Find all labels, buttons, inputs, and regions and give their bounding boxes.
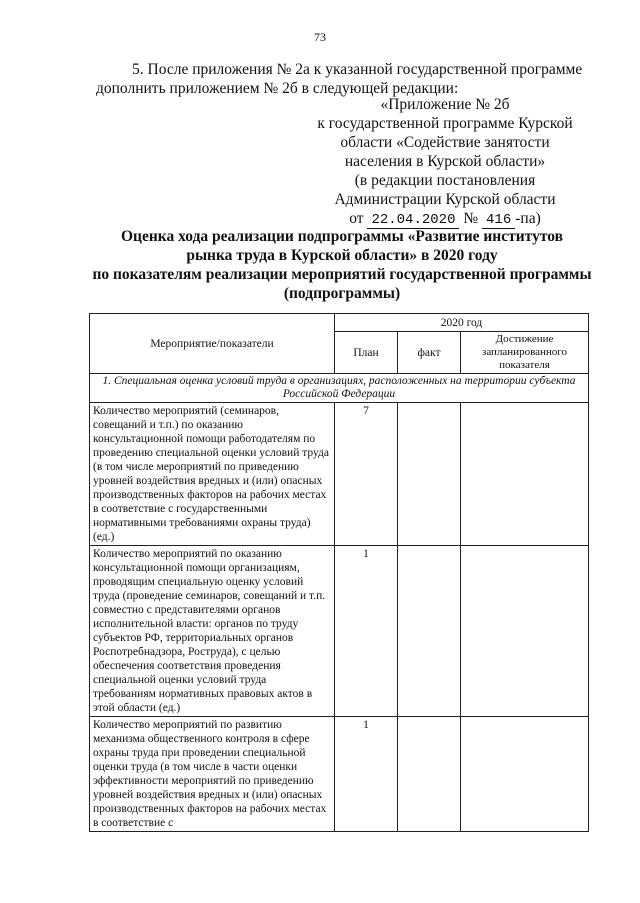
indicators-table: [89, 313, 589, 832]
title-line: Оценка хода реализации подпрограммы «Развитие институтов: [121, 228, 563, 245]
appendix-line: Администрации Курской области: [334, 191, 556, 208]
table-row: [90, 546, 589, 717]
title-line: рынка труда в Курской области» в 2020 году: [186, 247, 498, 264]
table-row: [90, 717, 589, 832]
resolution-date: 22.04.2020: [367, 212, 459, 229]
title-line: (подпрограммы): [283, 285, 401, 302]
header-year: 2020 год: [335, 314, 589, 332]
plan-value: 7: [335, 403, 398, 546]
fact-value: [398, 717, 461, 832]
header-achievement: Достижение запланированного показателя: [461, 332, 589, 374]
appendix-line: к государственной программе Курской: [317, 115, 573, 132]
appendix-line: области «Содействие занятости: [340, 134, 550, 151]
fact-value: [398, 403, 461, 546]
page-number: 73: [314, 30, 326, 44]
fact-value: [398, 546, 461, 717]
appendix-line: «Приложение № 2б: [380, 96, 510, 113]
achievement-value: [461, 403, 589, 546]
resolution-number: 416: [482, 212, 515, 229]
title-line: по показателям реализации мероприятий государственной программы: [92, 266, 592, 283]
number-label: №: [463, 210, 479, 227]
plan-value: 1: [335, 717, 398, 832]
section-row: [90, 374, 589, 403]
header-main: Мероприятие/показатели: [90, 314, 335, 374]
from-label: от: [349, 210, 364, 227]
plan-value: 1: [335, 546, 398, 717]
appendix-header: [300, 95, 590, 230]
section-title: 1. Специальная оценка условий труда в организациях, расположенных на территории субъекта Российской Федерации: [90, 374, 589, 403]
document-title: [86, 227, 598, 303]
header-plan: План: [335, 332, 398, 374]
table-row: [90, 403, 589, 546]
achievement-value: [461, 717, 589, 832]
indicator-name: Количество мероприятий (семинаров, совещаний и т.п.) по оказанию консультационной помощи работодателям по проведению специальной оценки условий труда (в том числе мероприятий по приведению уровней воздействия вредных и (или) опасных производственных факторов на рабочих местах в соответствие с государственными нормативными требованиями охраны труда) (ед.): [90, 403, 335, 546]
appendix-line: (в редакции постановления: [354, 172, 536, 189]
number-suffix: -па): [515, 210, 541, 227]
intro-paragraph: 5. После приложения № 2а к указанной государственной программе дополнить приложением № 2б в следующей редакции:: [96, 61, 583, 97]
appendix-line: населения в Курской области»: [344, 153, 546, 170]
indicator-name: Количество мероприятий по оказанию консультационной помощи организациям, проводящим специальную оценку условий труда (проведение семинаров, совещаний и т.п. совместно с представителями органов исполнительной власти: органов по труду субъектов РФ, территориальных органов Роспотребнадзора, Роструда), с целью обеспечения соответствия проведения специальной оценки условий труда требованиям нормативных правовых актов в этой области (ед.): [90, 546, 335, 717]
achievement-value: [461, 546, 589, 717]
indicator-name: Количество мероприятий по развитию механизма общественного контроля в сфере охраны труда при проведении специальной оценки труда (в том числе в части оценки эффективности мероприятий по приведению уровней воздействия вредных и (или) опасных производственных факторов на рабочих местах в соответствие с: [90, 717, 335, 832]
header-fact: факт: [398, 332, 461, 374]
